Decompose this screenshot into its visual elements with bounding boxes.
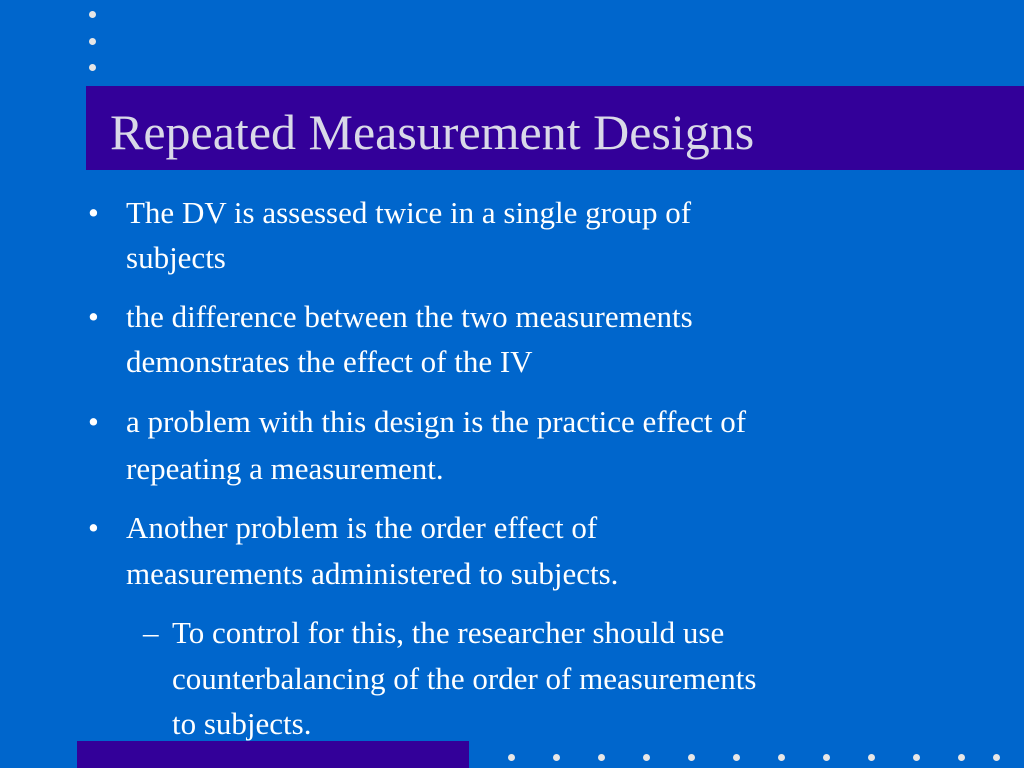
bullet-3-line-2: repeating a measurement.: [126, 451, 444, 486]
dot-icon: [598, 754, 605, 761]
dot-icon: [553, 754, 560, 761]
sub-bullet-line-3: to subjects.: [172, 706, 312, 741]
sub-bullet-line-1: To control for this, the researcher should use: [172, 615, 725, 650]
dot-icon: [868, 754, 875, 761]
dot-icon: [958, 754, 965, 761]
bullet-2-line-1: the difference between the two measurements: [126, 299, 693, 334]
dot-icon: [823, 754, 830, 761]
dash-icon: –: [143, 615, 159, 650]
bullet-4-line-1: Another problem is the order effect of: [126, 510, 598, 545]
dot-icon: [643, 754, 650, 761]
slide-title: Repeated Measurement Designs: [110, 104, 755, 160]
sub-bullet-line-2: counterbalancing of the order of measurements: [172, 661, 757, 696]
bullet-icon: •: [88, 510, 99, 545]
bullet-2-line-2: demonstrates the effect of the IV: [126, 344, 533, 379]
bullet-1-line-1: The DV is assessed twice in a single group of: [126, 195, 692, 230]
dot-icon: [508, 754, 515, 761]
decorative-dots-bottom: [500, 754, 1010, 764]
bullet-4-line-2: measurements administered to subjects.: [126, 556, 619, 591]
bullet-1-line-2: subjects: [126, 240, 226, 275]
bullet-icon: •: [88, 299, 99, 334]
dot-icon: [688, 754, 695, 761]
bottom-bar: [77, 741, 469, 768]
dot-icon: [913, 754, 920, 761]
dot-icon: [993, 754, 1000, 761]
bullet-3-line-1: a problem with this design is the practice effect of: [126, 404, 747, 439]
dot-icon: [733, 754, 740, 761]
bullet-icon: •: [88, 404, 99, 439]
dot-icon: [778, 754, 785, 761]
bullet-icon: •: [88, 195, 99, 230]
